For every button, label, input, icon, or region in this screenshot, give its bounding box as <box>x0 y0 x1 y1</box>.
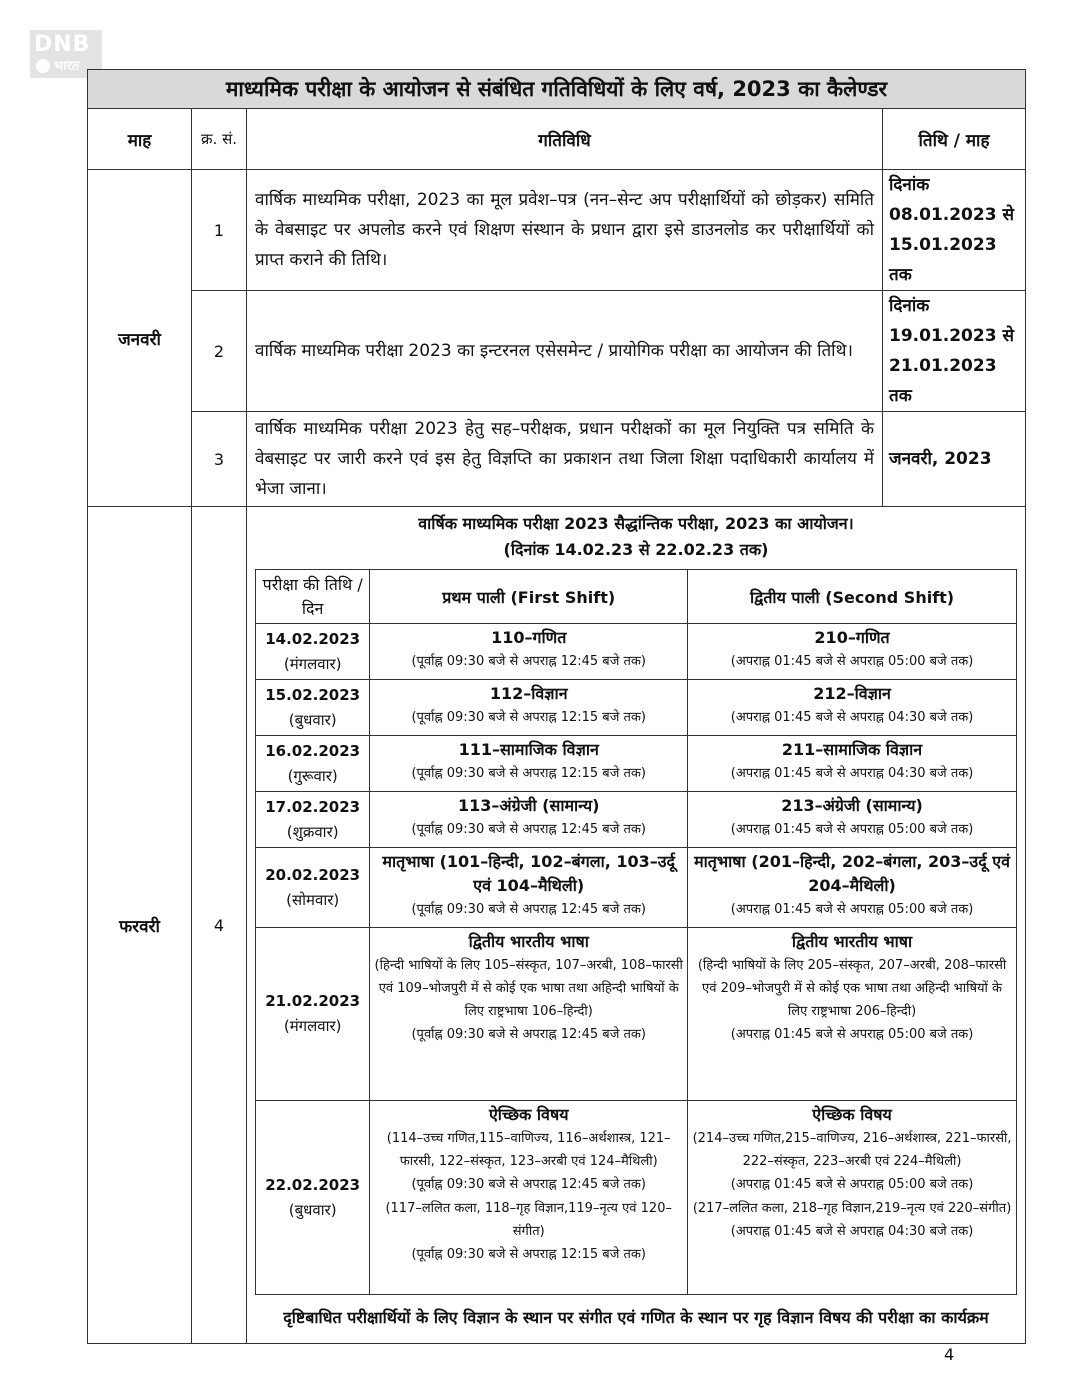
exam-day: (मंगलवार) <box>283 1017 342 1035</box>
time: (पूर्वाह्न 09:30 बजे से अपराह्न 12:15 बजे तक) <box>411 1247 646 1262</box>
activity-date: जनवरी, 2023 <box>883 412 1026 507</box>
exam-date: 17.02.2023 <box>265 797 361 816</box>
time: (पूर्वाह्न 09:30 बजे से अपराह्न 12:45 बजे तक) <box>411 654 646 669</box>
subject: मातृभाषा (101–हिन्दी, 102–बंगला, 103–उर्दू एवं 104–मैथिली) <box>382 852 676 895</box>
table-row <box>256 848 1017 928</box>
row-number: 2 <box>192 291 247 412</box>
time: (पूर्वाह्न 09:30 बजे से अपराह्न 12:45 बजे तक) <box>411 822 646 837</box>
subject: 111–सामाजिक विज्ञान <box>458 740 599 759</box>
subject: द्वितीय भारतीय भाषा <box>468 932 589 951</box>
date-line: 15.01.2023 तक <box>889 235 997 285</box>
subject-detail: (117–ललित कला, 118–गृह विज्ञान,119–नृत्य एवं 120–संगीत) <box>385 1201 672 1239</box>
time: (अपराह्न 01:45 बजे से अपराह्न 04:30 बजे तक) <box>730 710 974 725</box>
activity-text: वार्षिक माध्यमिक परीक्षा 2023 हेतु सह–परीक्षक, प्रधान परीक्षकों का मूल नियुक्ति पत्र समिति के वेबसाइट पर जारी करने एवं इस हेतु विज्ञप्ति का प्रकाशन तथा जिला शिक्षा पदाधिकारी कार्यालय में भेजा जाना। <box>247 412 883 507</box>
exam-schedule-table <box>255 569 1017 1295</box>
month-january: जनवरी <box>88 170 192 507</box>
header-serial: क्र. सं. <box>192 109 247 170</box>
header-activity: गतिविधि <box>247 109 883 170</box>
exam-day: (शुक्रवार) <box>286 822 339 841</box>
exam-date: 20.02.2023 <box>265 865 361 884</box>
subject-detail: (हिन्दी भाषियों के लिए 105–संस्कृत, 107–अरबी, 108–फारसी एवं 109–भोजपुरी में से कोई एक भाषा तथा अहिन्दी भाषियों के लिए राष्ट्रभाषा 106–हिन्दी) <box>374 958 683 1019</box>
calendar-table <box>87 69 1026 1344</box>
table-row <box>256 792 1017 848</box>
logo-text: DNB <box>34 32 91 57</box>
time: (पूर्वाह्न 09:30 बजे से अपराह्न 12:45 बजे तक) <box>411 1027 646 1042</box>
table-row <box>256 928 1017 1101</box>
exam-date: 21.02.2023 <box>265 992 361 1010</box>
activity-date <box>883 291 1026 412</box>
exam-schedule-cell <box>247 507 1026 1344</box>
activity-date <box>883 170 1026 291</box>
globe-icon <box>36 59 50 73</box>
subject: मातृभाषा (201–हिन्दी, 202–बंगला, 203–उर्दू एवं 204–मैथिली) <box>694 852 1011 895</box>
time: (अपराह्न 01:45 बजे से अपराह्न 05:00 बजे तक) <box>730 654 974 669</box>
date-line: 21.01.2023 तक <box>889 356 997 406</box>
subject: ऐच्छिक विषय <box>812 1105 892 1124</box>
exam-day: (सोमवार) <box>286 890 340 909</box>
time: (पूर्वाह्न 09:30 बजे से अपराह्न 12:45 बजे तक) <box>411 1177 646 1192</box>
subject-detail: (114–उच्च गणित,115–वाणिज्य, 116–अर्थशास्त्र, 121–फारसी, 122–संस्कृत, 123–अरबी एवं 124–मैथिली) <box>386 1131 671 1169</box>
exam-date: 15.02.2023 <box>265 685 361 704</box>
date-line: 08.01.2023 से <box>889 205 1014 225</box>
time: (अपराह्न 01:45 बजे से अपराह्न 05:00 बजे तक) <box>730 1177 974 1192</box>
table-row <box>256 1101 1017 1295</box>
date-line: 19.01.2023 से <box>889 326 1014 346</box>
subject: 210–गणित <box>814 628 890 647</box>
subject-detail: (217–ललित कला, 218–गृह विज्ञान,219–नृत्य एवं 220–संगीत) <box>692 1201 1012 1216</box>
date-line: दिनांक <box>889 296 930 316</box>
exam-date: 22.02.2023 <box>265 1175 361 1194</box>
col-exam-date: परीक्षा की तिथि / दिन <box>256 570 370 624</box>
exam-date: 16.02.2023 <box>265 741 361 760</box>
subject: द्वितीय भारतीय भाषा <box>791 932 913 951</box>
logo-subtext: भारत <box>54 59 80 74</box>
subject-detail: (214–उच्च गणित,215–वाणिज्य, 216–अर्थशास्त्र, 221–फारसी, 222–संस्कृत, 223–अरबी एवं 224–मैथिली) <box>692 1131 1012 1169</box>
header-month: माह <box>88 109 192 170</box>
col-second-shift: द्वितीय पाली (Second Shift) <box>688 570 1017 624</box>
activity-text: वार्षिक माध्यमिक परीक्षा 2023 का इन्टरनल एसेसमेन्ट / प्रायोगिक परीक्षा का आयोजन की तिथि। <box>247 291 883 412</box>
time: (अपराह्न 01:45 बजे से अपराह्न 04:30 बजे तक) <box>730 1224 974 1239</box>
time: (पूर्वाह्न 09:30 बजे से अपराह्न 12:45 बजे तक) <box>411 902 646 917</box>
time: (अपराह्न 01:45 बजे से अपराह्न 05:00 बजे तक) <box>730 1027 974 1042</box>
exam-day: (मंगलवार) <box>283 654 342 673</box>
calendar-title: माध्यमिक परीक्षा के आयोजन से संबंधित गतिविधियों के लिए वर्ष, 2023 का कैलेण्डर <box>88 70 1026 109</box>
row-number: 3 <box>192 412 247 507</box>
page-number: 4 <box>944 1345 955 1364</box>
month-february: फरवरी <box>88 507 192 1344</box>
row-number: 1 <box>192 170 247 291</box>
subject-detail: (हिन्दी भाषियों के लिए 205–संस्कृत, 207–अरबी, 208–फारसी एवं 209–भोजपुरी में से कोई एक भाषा तथा अहिन्दी भाषियों के लिए राष्ट्रभाषा 206–हिन्दी) <box>697 958 1007 1019</box>
time: (अपराह्न 01:45 बजे से अपराह्न 05:00 बजे तक) <box>730 822 974 837</box>
header-date: तिथि / माह <box>883 109 1026 170</box>
activity-text: वार्षिक माध्यमिक परीक्षा, 2023 का मूल प्रवेश–पत्र (नन–सेन्ट अप परीक्षार्थियों को छोड़कर) समिति के वेबसाइट पर अपलोड करने एवं शिक्षण संस्थान के प्रधान द्वारा इसे डाउनलोड कर परीक्षार्थियों को प्राप्त कराने की तिथि। <box>247 170 883 291</box>
exam-day: (बुधवार) <box>288 710 337 729</box>
schedule-heading: वार्षिक माध्यमिक परीक्षा 2023 सैद्धांन्तिक परीक्षा, 2023 का आयोजन। <box>418 514 854 533</box>
time: (अपराह्न 01:45 बजे से अपराह्न 04:30 बजे तक) <box>730 766 974 781</box>
schedule-dates: (दिनांक 14.02.23 से 22.02.23 तक) <box>503 540 769 559</box>
exam-date: 14.02.2023 <box>265 629 361 648</box>
subject: 211–सामाजिक विज्ञान <box>781 740 923 759</box>
row-number: 4 <box>192 507 247 1344</box>
time: (अपराह्न 01:45 बजे से अपराह्न 05:00 बजे तक) <box>730 902 974 917</box>
time: (पूर्वाह्न 09:30 बजे से अपराह्न 12:15 बजे तक) <box>411 710 646 725</box>
subject: 112–विज्ञान <box>489 684 568 703</box>
col-first-shift: प्रथम पाली (First Shift) <box>370 570 688 624</box>
subject: 213–अंग्रेजी (सामान्य) <box>781 796 923 815</box>
time: (पूर्वाह्न 09:30 बजे से अपराह्न 12:15 बजे तक) <box>411 766 646 781</box>
footnote: दृष्टिबाधित परीक्षार्थियों के लिए विज्ञान के स्थान पर संगीत एवं गणित के स्थान पर गृह विज्ञान विषय की परीक्षा का कार्यक्रम <box>283 1308 989 1327</box>
subject: 212–विज्ञान <box>813 684 891 703</box>
subject: 113–अंग्रेजी (सामान्य) <box>457 796 600 815</box>
exam-day: (बुधवार) <box>288 1200 337 1219</box>
exam-day: (गुरूवार) <box>287 766 338 785</box>
subject: ऐच्छिक विषय <box>488 1105 569 1124</box>
table-row <box>256 680 1017 736</box>
date-line: दिनांक <box>889 175 930 195</box>
table-row <box>256 736 1017 792</box>
table-row <box>256 624 1017 680</box>
subject: 110–गणित <box>491 628 567 647</box>
